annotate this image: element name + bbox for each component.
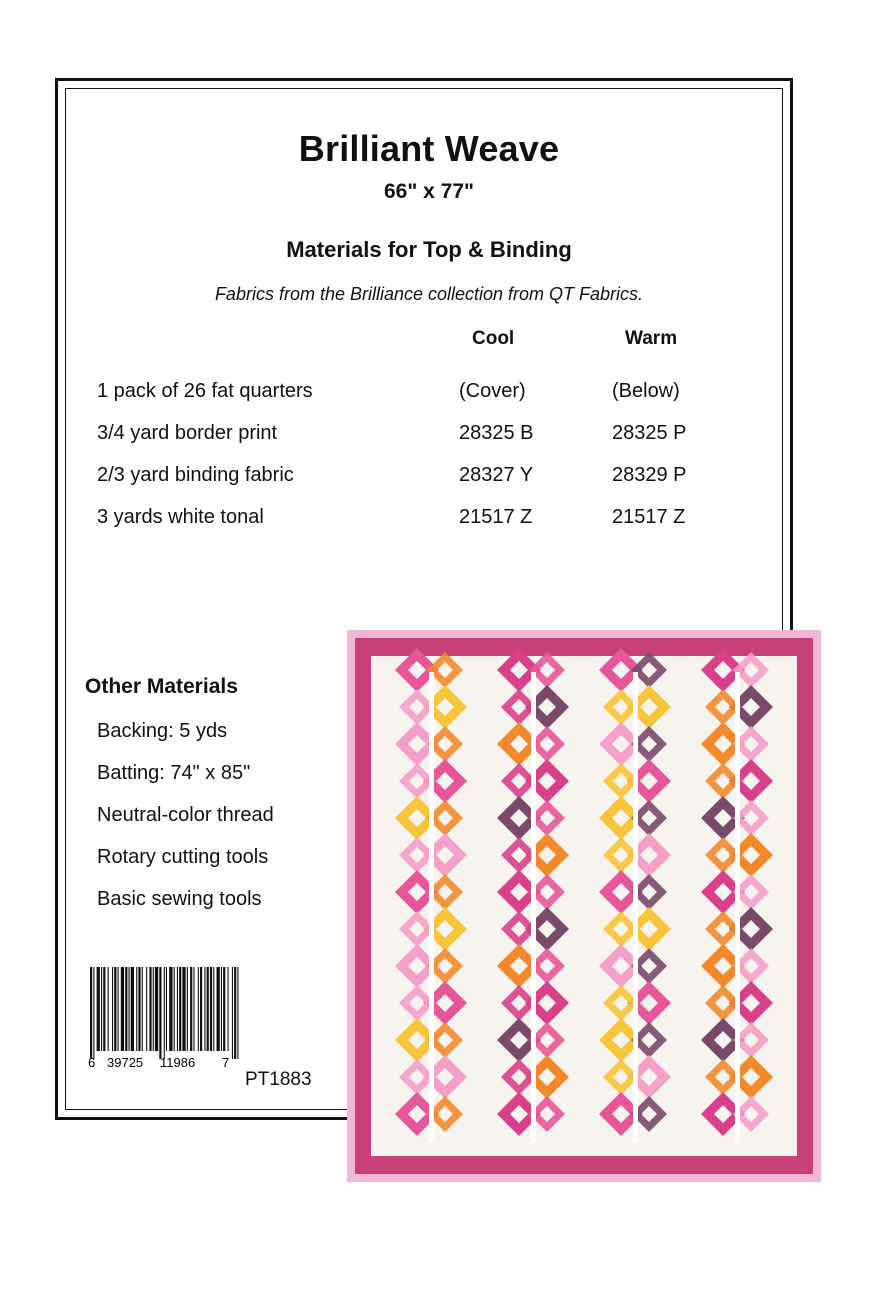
barcode-bar [221, 967, 222, 1051]
barcode-bar [207, 967, 209, 1051]
quilt-sashing-strip [633, 672, 638, 1142]
barcode-bar [177, 967, 178, 1051]
barcode-bar [237, 967, 238, 1059]
barcode-bar [101, 967, 102, 1051]
barcode-bar [210, 967, 212, 1051]
sku-code: PT1883 [245, 1069, 312, 1090]
barcode-bar [204, 967, 205, 1051]
other-material-item: Basic sewing tools [97, 888, 262, 910]
material-item: 1 pack of 26 fat quarters [97, 380, 313, 402]
material-cool: 28327 Y [459, 464, 534, 486]
material-cool: 28325 B [459, 422, 534, 444]
barcode-digits-right: 11986 [160, 1055, 196, 1069]
barcode-bar [200, 967, 202, 1051]
barcode-digits-left: 39725 [107, 1055, 144, 1069]
quilt-photo [347, 630, 821, 1182]
materials-heading: Materials for Top & Binding [286, 237, 572, 262]
barcode-bar [153, 967, 154, 1051]
barcode-bar [112, 967, 113, 1051]
material-warm: 28325 P [612, 422, 687, 444]
column-header-cool: Cool [472, 328, 515, 349]
barcode-bar [146, 967, 147, 1051]
barcode-bar [129, 967, 130, 1051]
barcode-bar [179, 967, 181, 1051]
barcode-bar [190, 967, 192, 1051]
barcode-bar [213, 967, 214, 1051]
material-item: 3 yards white tonal [97, 506, 264, 528]
quilt-sashing-strip [429, 672, 434, 1142]
barcode-bar [228, 967, 229, 1051]
barcode-bar [217, 967, 220, 1051]
barcode-bar [103, 967, 105, 1051]
other-material-item: Rotary cutting tools [97, 846, 269, 868]
barcode-digit-first: 6 [88, 1055, 96, 1069]
barcode-bar [223, 967, 225, 1051]
barcode-bar [187, 967, 188, 1051]
material-item: 3/4 yard border print [97, 422, 278, 444]
barcode-bar [193, 967, 194, 1051]
material-cool: (Cover) [459, 380, 526, 402]
barcode-bar [114, 967, 116, 1051]
quilt-sashing-strip [735, 672, 740, 1142]
barcode-bar [164, 967, 165, 1059]
fabrics-note: Fabrics from the Brilliance collection from QT Fabrics. [214, 284, 644, 304]
barcode [88, 967, 324, 1069]
barcode-bar [125, 967, 127, 1051]
column-header-warm: Warm [625, 328, 678, 349]
barcode-bar [118, 967, 119, 1051]
barcode-bar [97, 967, 100, 1051]
barcode-bar [131, 967, 134, 1051]
material-warm: 21517 Z [612, 506, 686, 528]
other-materials-heading: Other Materials [85, 675, 238, 698]
barcode-bar [182, 967, 185, 1051]
material-warm: 28329 P [612, 464, 687, 486]
barcode-bar [166, 967, 167, 1051]
other-material-item: Batting: 74" x 85" [97, 762, 251, 784]
barcode-bar [234, 967, 236, 1059]
barcode-bar [198, 967, 199, 1051]
other-material-item: Neutral-color thread [97, 804, 274, 826]
material-warm: (Below) [612, 380, 680, 402]
barcode-bar [90, 967, 92, 1059]
barcode-bar [108, 967, 109, 1051]
barcode-digit-last: 7 [222, 1055, 230, 1069]
material-cool: 21517 Z [459, 506, 533, 528]
other-material-item: Backing: 5 yds [97, 720, 228, 742]
pattern-title: Brilliant Weave [298, 128, 560, 169]
barcode-bar [174, 967, 175, 1051]
material-item: 2/3 yard binding fabric [97, 464, 294, 486]
barcode-bar [93, 967, 94, 1059]
barcode-bar [136, 967, 137, 1051]
barcode-bar [159, 967, 161, 1059]
barcode-bar [169, 967, 172, 1051]
quilt-size: 66" x 77" [384, 180, 474, 203]
barcode-bar [149, 967, 151, 1051]
barcode-bar [232, 967, 233, 1059]
barcode-bar [155, 967, 158, 1051]
barcode-bar [142, 967, 143, 1051]
barcode-bar [138, 967, 140, 1051]
quilt-sashing-strip [531, 672, 536, 1142]
barcode-bar [121, 967, 124, 1051]
